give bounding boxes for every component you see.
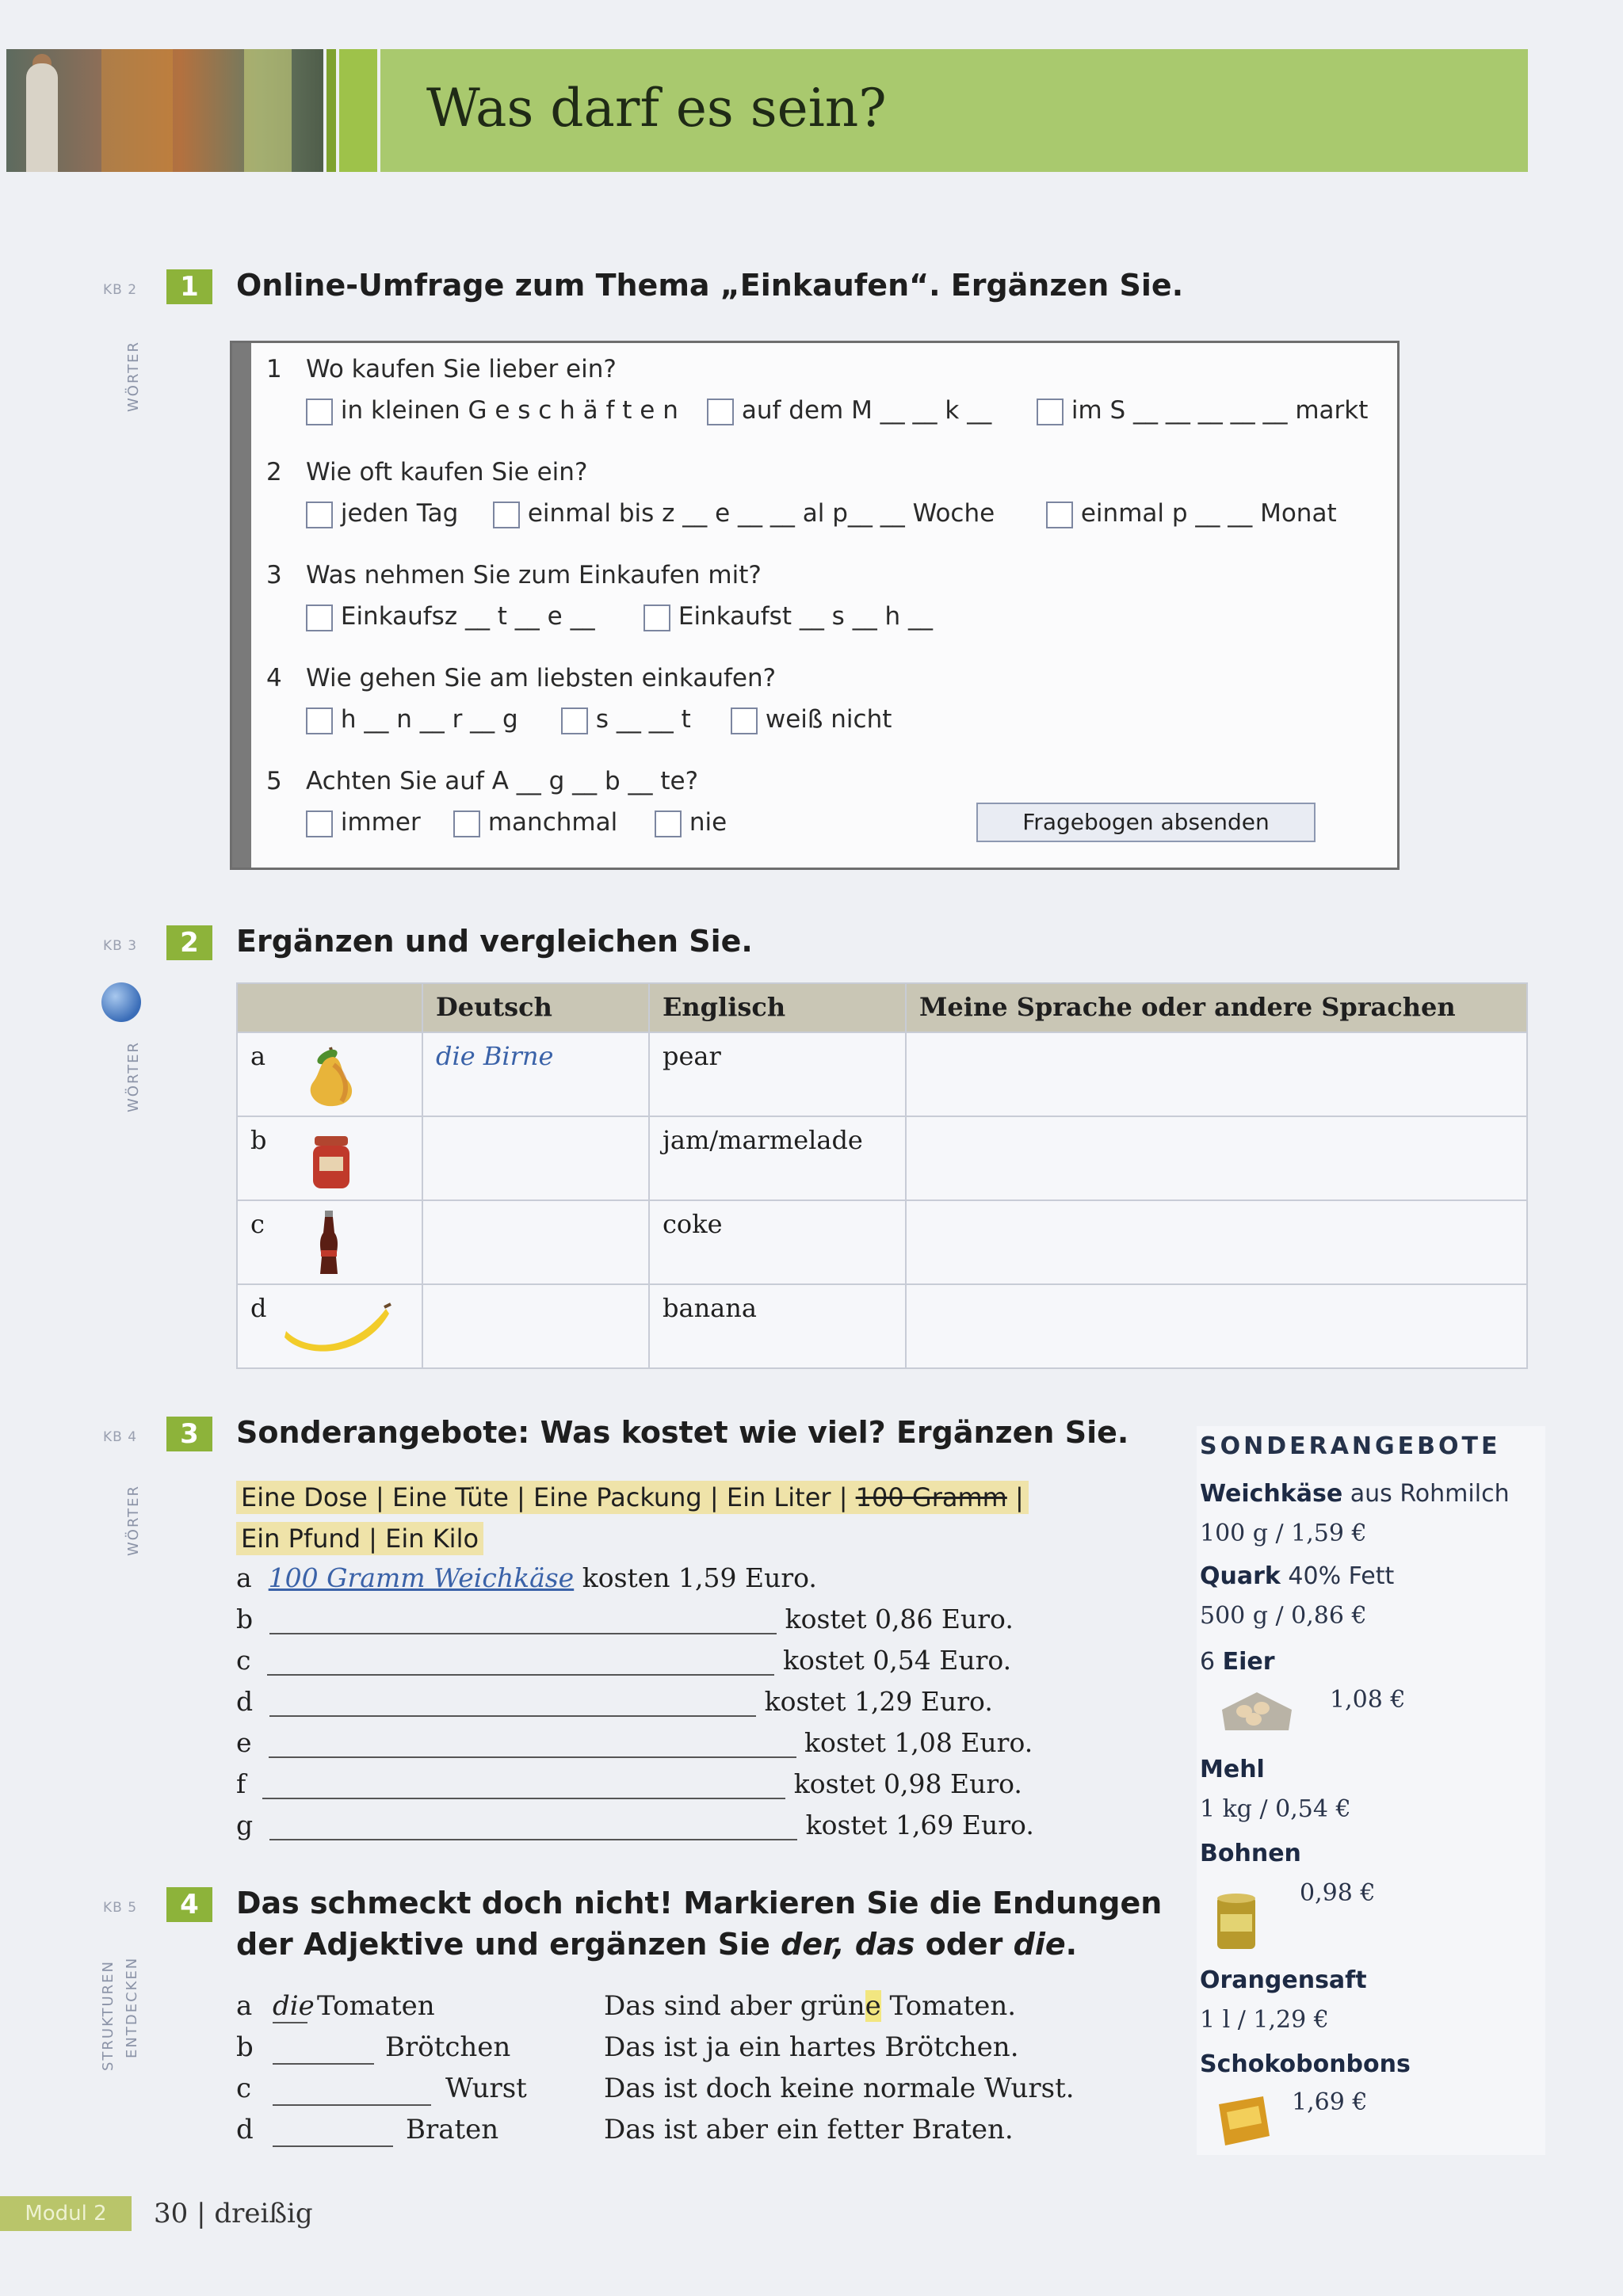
deutsch-answer[interactable] (422, 1284, 649, 1368)
my-language-cell[interactable] (906, 1200, 1527, 1284)
checkbox[interactable] (1046, 502, 1073, 528)
row-letter: c (250, 1209, 265, 1239)
checkbox[interactable] (731, 707, 758, 734)
question-text: Wie gehen Sie am liebsten einkaufen? (306, 664, 777, 692)
kb-ref: KB 2 (103, 282, 138, 298)
checkbox[interactable] (493, 502, 520, 528)
answer-line (236, 1727, 1033, 1758)
footer-module-tag: Modul 2 (0, 2196, 132, 2231)
question-text: Wie oft kaufen Sie ein? (306, 458, 588, 486)
englisch-cell: coke (649, 1200, 906, 1284)
offer-price: 500 g / 0,86 € (1200, 1602, 1367, 1630)
answer-line (236, 1686, 993, 1717)
highlighted-ending: e (865, 1990, 881, 2022)
line-text: kostet 1,29 Euro. (764, 1686, 993, 1717)
offer-item (1200, 1562, 1394, 1590)
row-letter: c (236, 2073, 252, 2104)
side-label: WÖRTER (125, 1040, 142, 1112)
word-chip-used: 100 Gramm (855, 1482, 1007, 1512)
article-input[interactable] (273, 2073, 431, 2106)
row-letter-cell (237, 1032, 422, 1116)
line-letter: e (236, 1727, 252, 1758)
offer-name: Weichkäse (1200, 1480, 1343, 1508)
question-number: 2 (266, 458, 282, 486)
offer-name: Eier (1222, 1648, 1275, 1676)
page-number: 30 | dreißig (154, 2198, 313, 2229)
table-header: Englisch (649, 983, 906, 1032)
option-label: h __ n __ r __ g (340, 705, 518, 734)
row-letter-cell (237, 1200, 422, 1284)
submit-survey-button[interactable]: Fragebogen absenden (976, 803, 1316, 842)
title-text: . (1065, 1927, 1078, 1962)
checkbox[interactable] (306, 707, 333, 734)
exercise-number: 4 (166, 1887, 212, 1922)
table-header-row (237, 983, 1527, 1032)
title-italic: die (1013, 1927, 1066, 1962)
answer-line (236, 1810, 1034, 1840)
line-letter: d (236, 1686, 254, 1717)
bean-can-icon (1212, 1890, 1260, 1954)
row-letter: d (236, 2114, 254, 2145)
offer-price: 100 g / 1,59 € (1200, 1520, 1367, 1547)
egg-carton-icon (1217, 1686, 1296, 1741)
table-row (237, 1200, 1527, 1284)
englisch-cell: banana (649, 1284, 906, 1368)
row-letter: b (250, 1125, 267, 1155)
title-text: der Adjektive und ergänzen Sie (236, 1927, 781, 1962)
word-chip: Ein Pfund (241, 1524, 361, 1554)
kb-ref: KB 3 (103, 938, 138, 954)
option-label: weiß nicht (765, 705, 892, 734)
offer-extra: aus Rohmilch (1350, 1480, 1510, 1508)
answer-line (236, 1768, 1022, 1799)
option-label: auf dem M __ __ k __ (741, 396, 992, 425)
candy-bag-icon (1211, 2092, 1274, 2150)
line-text: kostet 0,98 Euro. (793, 1768, 1022, 1799)
exercise-title: Online-Umfrage zum Thema „Einkaufen“. Ergänzen Sie. (236, 268, 1184, 303)
cola-bottle-icon (288, 1209, 368, 1276)
answer-line (236, 1562, 817, 1593)
noun: Brötchen (385, 2031, 511, 2063)
option-label: in kleinen G e s c h ä f t e n (340, 396, 678, 425)
side-label: ENTDECKEN (124, 1956, 140, 2058)
row-letter-cell (237, 1284, 422, 1368)
exercise-title: Das schmeckt doch nicht! Markieren Sie die Endungen (236, 1886, 1163, 1920)
checkbox[interactable] (655, 810, 682, 837)
line-text: kostet 0,54 Euro. (782, 1645, 1012, 1676)
offer-price: 1 l / 1,29 € (1200, 2006, 1329, 2034)
question-number: 5 (266, 767, 282, 795)
question-text: Was nehmen Sie zum Einkaufen mit? (306, 561, 762, 589)
option-label: manchmal (487, 808, 618, 837)
line-text: kostet 0,86 Euro. (785, 1604, 1014, 1634)
option-label: immer (340, 808, 421, 837)
option-label: nie (689, 808, 727, 837)
row-letter: d (250, 1293, 267, 1323)
question-number: 4 (266, 664, 282, 692)
checkbox[interactable] (306, 810, 333, 837)
offer-price: 1 kg / 0,54 € (1200, 1795, 1351, 1823)
englisch-cell: jam/marmelade (649, 1116, 906, 1200)
banana-icon (281, 1293, 392, 1360)
sentence: Das ist aber ein fetter Braten. (604, 2114, 1014, 2145)
question-number: 1 (266, 355, 282, 383)
page-title: Was darf es sein? (426, 78, 887, 139)
option-label: einmal p __ __ Monat (1080, 499, 1337, 528)
sentence: Das ist ja ein hartes Brötchen. (604, 2031, 1019, 2063)
answer-input[interactable]: 100 Gramm Weichkäse (268, 1562, 575, 1593)
answer-line (236, 1604, 1014, 1634)
answer-input[interactable] (269, 1633, 777, 1634)
table-header: Deutsch (422, 983, 649, 1032)
question-text: Wo kaufen Sie lieber ein? (306, 355, 617, 383)
header-photo (6, 49, 323, 172)
kb-ref: KB 4 (103, 1429, 138, 1445)
offer-price: 1,08 € (1330, 1686, 1406, 1714)
offer-item (1200, 1480, 1510, 1508)
kb-ref: KB 5 (103, 1900, 138, 1916)
sentence: Das ist doch keine normale Wurst. (604, 2073, 1075, 2104)
offers-title: SONDERANGEBOTE (1200, 1432, 1501, 1460)
answer-input[interactable] (269, 1756, 796, 1758)
answer-input[interactable] (269, 1839, 797, 1840)
checkbox[interactable] (306, 605, 333, 631)
noun: Wurst (445, 2073, 527, 2104)
table-row (237, 1032, 1527, 1116)
line-letter: c (236, 1645, 251, 1676)
vocab-table (236, 982, 1528, 1369)
exercise-number: 2 (166, 925, 212, 960)
row-letter-cell (237, 1116, 422, 1200)
offer-extra: 40% Fett (1288, 1562, 1395, 1590)
option-label: Einkaufst __ s __ h __ (678, 602, 934, 631)
line-text: kostet 1,08 Euro. (804, 1727, 1033, 1758)
title-italic: der, das (781, 1927, 915, 1962)
answer-input[interactable] (267, 1674, 774, 1676)
word-chip: Eine Packung (533, 1482, 702, 1512)
option-label: einmal bis z __ e __ __ al p__ __ Woche (527, 499, 995, 528)
table-header (237, 983, 422, 1032)
checkbox[interactable] (643, 605, 670, 631)
word-chip: Ein Kilo (385, 1524, 479, 1554)
offer-item (1200, 1756, 1265, 1783)
option-label: Einkaufsz __ t __ e __ (340, 602, 595, 631)
answer-line (236, 1645, 1011, 1676)
checkbox[interactable] (306, 502, 333, 528)
side-label: WÖRTER (125, 1484, 142, 1556)
offer-item (1200, 2050, 1411, 2078)
sentence (604, 1990, 1016, 2022)
answer-input[interactable] (269, 1715, 756, 1717)
offer-price: 0,98 € (1300, 1879, 1376, 1907)
deutsch-answer[interactable]: die Birne (422, 1032, 649, 1116)
table-header: Meine Sprache oder andere Sprachen (906, 983, 1527, 1032)
option-label: s __ __ t (595, 705, 691, 734)
exercise-number: 1 (166, 269, 212, 304)
offer-name: Mehl (1200, 1756, 1265, 1783)
option-label: jeden Tag (340, 499, 459, 528)
deutsch-answer[interactable] (422, 1116, 649, 1200)
globe-icon (101, 982, 141, 1022)
word-chip: Eine Tüte (391, 1482, 509, 1512)
word-bank: Eine Dose | Eine Tüte | Eine Packung | Ein Liter | 100 Gramm | Ein Pfund | Ein Kilo (236, 1477, 1029, 1559)
line-letter: b (236, 1604, 254, 1634)
offer-price: 1,69 € (1292, 2088, 1368, 2116)
offer-name: Quark (1200, 1562, 1281, 1590)
sentence-text: Das sind aber grün (604, 1990, 865, 2022)
line-letter: g (236, 1810, 254, 1840)
option-label: im S __ __ __ __ __ markt (1071, 396, 1369, 425)
my-language-cell[interactable] (906, 1284, 1527, 1368)
exercise-title: Ergänzen und vergleichen Sie. (236, 924, 753, 959)
pear-icon (289, 1041, 369, 1108)
deutsch-answer[interactable] (422, 1200, 649, 1284)
article-input[interactable] (273, 2031, 374, 2065)
offer-name: Bohnen (1200, 1840, 1301, 1867)
checkbox[interactable] (561, 707, 588, 734)
header-stripe (339, 49, 377, 172)
side-label: WÖRTER (125, 340, 142, 412)
sentence-text: Tomaten. (880, 1990, 1017, 2022)
word-chip: Eine Dose (241, 1482, 368, 1512)
side-label: STRUKTUREN (100, 1959, 116, 2071)
checkbox[interactable] (453, 810, 480, 837)
header-stripe (327, 49, 336, 172)
line-text: kosten 1,59 Euro. (582, 1562, 817, 1593)
question-text: Achten Sie auf A __ g __ b __ te? (306, 767, 699, 795)
exercise-number: 3 (166, 1417, 212, 1451)
table-row (237, 1284, 1527, 1368)
survey-left-bar (232, 343, 251, 868)
article-input[interactable]: die (273, 1990, 315, 2022)
checkbox[interactable] (707, 399, 734, 425)
title-text: oder (915, 1927, 1014, 1962)
checkbox[interactable] (306, 399, 333, 425)
noun: Tomaten (317, 1990, 435, 2022)
offer-item (1200, 1648, 1275, 1676)
exercise-title-line2 (236, 1927, 1077, 1962)
article-input[interactable] (273, 2114, 393, 2147)
jam-jar-icon (291, 1125, 370, 1192)
noun: Braten (406, 2114, 499, 2145)
offer-item (1200, 1966, 1367, 1994)
offer-count: 6 (1200, 1648, 1216, 1676)
row-letter: a (236, 1990, 253, 2022)
line-letter: f (236, 1768, 246, 1799)
offer-item (1200, 1840, 1301, 1867)
row-letter: a (250, 1041, 266, 1071)
row-letter: b (236, 2031, 254, 2063)
checkbox[interactable] (1037, 399, 1064, 425)
question-number: 3 (266, 561, 282, 589)
my-language-cell[interactable] (906, 1116, 1527, 1200)
line-text: kostet 1,69 Euro. (805, 1810, 1034, 1840)
exercise-title: Sonderangebote: Was kostet wie viel? Ergänzen Sie. (236, 1415, 1129, 1450)
table-row (237, 1116, 1527, 1200)
my-language-cell[interactable] (906, 1032, 1527, 1116)
answer-input[interactable] (262, 1798, 785, 1799)
offer-name: Orangensaft (1200, 1966, 1367, 1994)
line-letter: a (236, 1562, 252, 1593)
word-chip: Ein Liter (726, 1482, 831, 1512)
offer-name: Schokobonbons (1200, 2050, 1411, 2078)
englisch-cell: pear (649, 1032, 906, 1116)
